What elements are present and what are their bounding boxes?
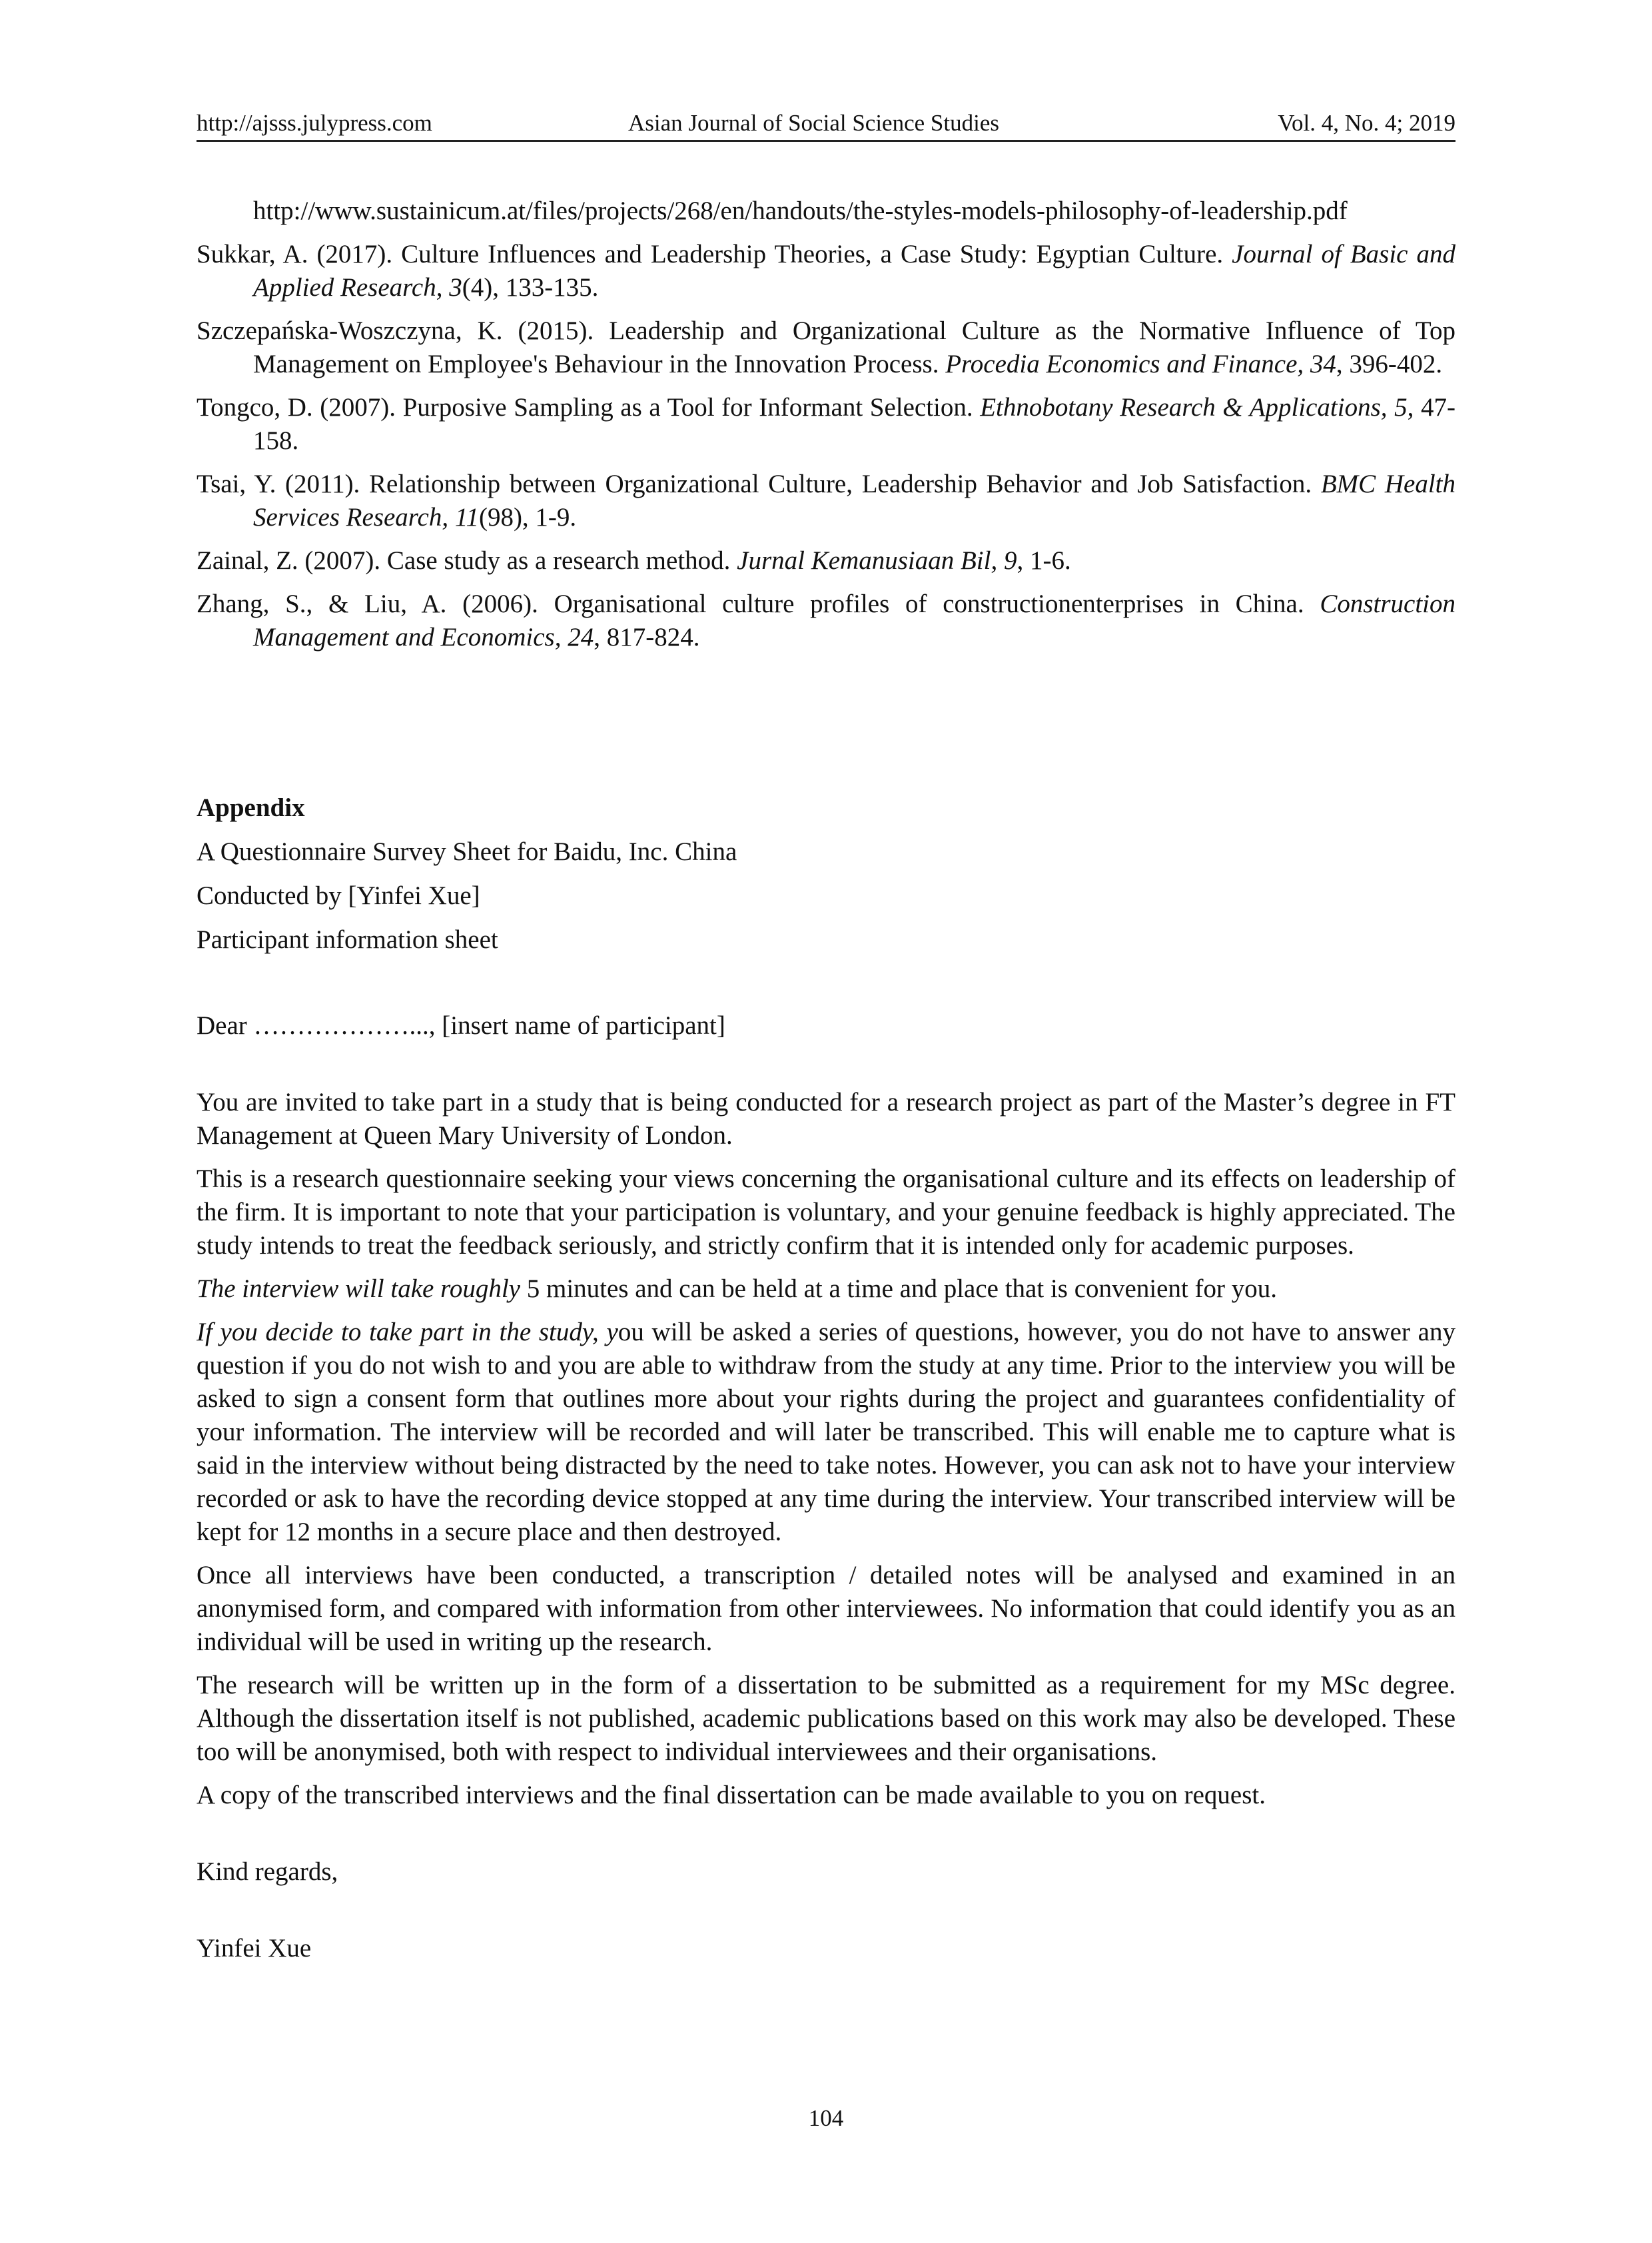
letter-paragraph: If you decide to take part in the study, you will be asked a series of questions, however, you do not have to answer any question if you do not wish to and you are able to withdraw from the study at any time. Prior to the interview you will be asked to sign a consent form that outlines more about your rights during the project and guarantees confidentiality of your information. The interview will be recorded and will later be transcribed. This will enable me to capture what is said in the interview without being distracted by the need to take notes. However, you can ask not to have your interview recorded or ask to have the recording device stopped at any time during the interview. Your transcribed interview will be kept for 12 months in a secure place and then destroyed.: [197, 1318, 1455, 1546]
appendix-heading: Appendix: [197, 793, 305, 822]
reference-item: Zainal, Z. (2007). Case study as a research method. Jurnal Kemanusiaan Bil, 9, 1-6.: [197, 546, 1071, 575]
header-url: http://ajsss.julypress.com: [197, 110, 432, 136]
references-section: [197, 195, 1455, 664]
reference-item: Tsai, Y. (2011). Relationship between Organizational Culture, Leadership Behavior and Job Satisfaction. BMC Health Services Research, 11(98), 1-9.: [197, 470, 1456, 532]
reference-item: Sukkar, A. (2017). Culture Influences and Leadership Theories, a Case Study: Egyptian Culture. Journal of Basic and Applied Research, 3(4), 133-135.: [197, 240, 1455, 302]
reference-item: Zhang, S., & Liu, A. (2006). Organisational culture profiles of constructionenterprises in China. Construction Management and Economics, 24, 817-824.: [197, 590, 1455, 652]
letter-paragraph: This is a research questionnaire seeking your views concerning the organisational culture and its effects on leadership of the firm. It is important to note that your participation is voluntary, and your genuine feedback is highly appreciated. The study intends to treat the feedback seriously, and strictly confirm that it is intended only for academic purposes.: [197, 1164, 1455, 1260]
letter-paragraph: Once all interviews have been conducted, a transcription / detailed notes will be analysed and examined in an anonymised form, and compared with information from other interviewees. No information that could identify you as an individual will be used in writing up the research.: [197, 1561, 1455, 1656]
appendix-title: A Questionnaire Survey Sheet for Baidu, Inc. China: [197, 837, 737, 866]
reference-item: Szczepańska-Woszczyna, K. (2015). Leadership and Organizational Culture as the Normative Influence of Top Management on Employee's Behaviour in the Innovation Process. Procedia Economics and Finance, 34, 396-402.: [197, 316, 1455, 378]
running-header: [197, 107, 1455, 142]
appendix-section: [197, 791, 1455, 967]
reference-continued-url: http://www.sustainicum.at/files/projects/268/en/handouts/the-styles-models-philosophy-of-leadership.pdf: [253, 197, 1348, 225]
letter-paragraph: A copy of the transcribed interviews and the final dissertation can be made available to you on request.: [197, 1781, 1266, 1809]
letter-paragraph: The interview will take roughly 5 minutes and can be held at a time and place that is convenient for you.: [197, 1274, 1278, 1303]
header-volume: Vol. 4, No. 4; 2019: [1278, 110, 1455, 136]
letter-paragraph: You are invited to take part in a study that is being conducted for a research project as part of the Master’s degree in FT Management at Queen Mary University of London.: [197, 1088, 1455, 1150]
letter-signature: Yinfei Xue: [197, 1934, 312, 1963]
letter-salutation: Dear ………………..., [insert name of participant]: [197, 1011, 725, 1040]
header-journal-title: Asian Journal of Social Science Studies: [628, 110, 999, 136]
page-number: 104: [808, 2105, 844, 2131]
participant-letter: [197, 1009, 1455, 1975]
appendix-subtitle: Participant information sheet: [197, 925, 498, 954]
letter-closing: Kind regards,: [197, 1857, 338, 1886]
reference-item: Tongco, D. (2007). Purposive Sampling as a Tool for Informant Selection. Ethnobotany Research & Applications, 5, 47-158.: [197, 393, 1455, 455]
appendix-author-line: Conducted by [Yinfei Xue]: [197, 881, 480, 910]
letter-paragraph: The research will be written up in the form of a dissertation to be submitted as a requirement for my MSc degree. Although the dissertation itself is not published, academic publications based on this work may also be developed. These too will be anonymised, both with respect to individual interviewees and their organisations.: [197, 1671, 1455, 1766]
